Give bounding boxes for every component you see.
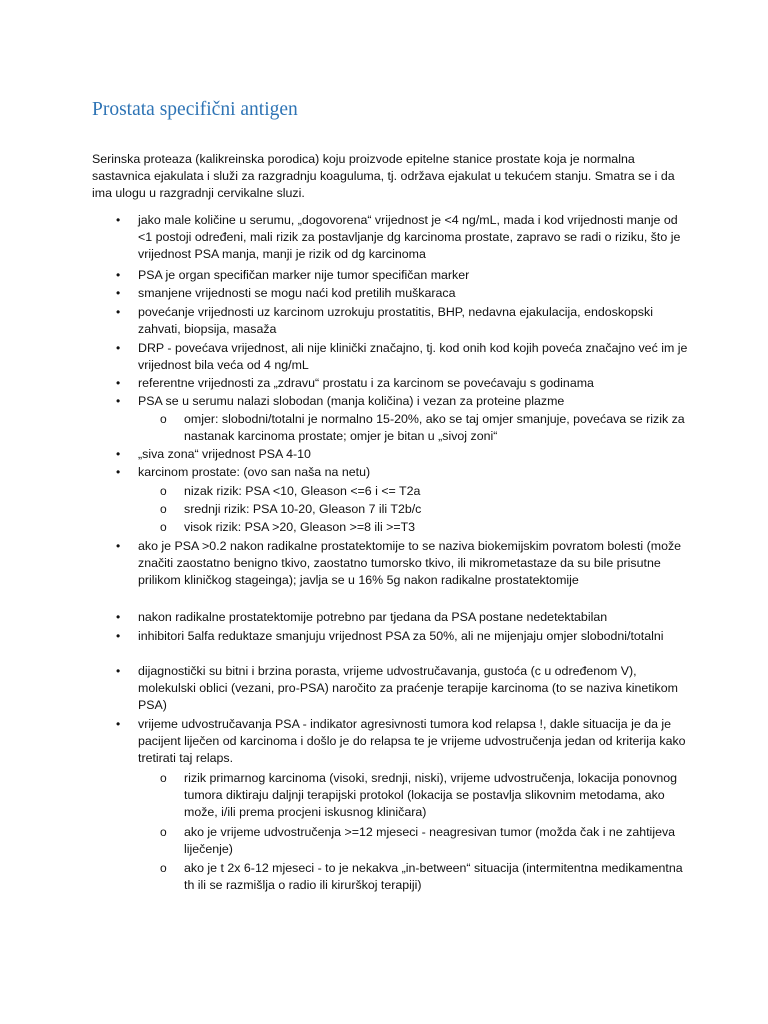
list-subitem: o ako je t 2x 6-12 mjeseci - to je nekakva „in-between“ situacija (intermitentna medikamentna th ili se razmišlja o radio ili kirurškoj terapiji) <box>160 861 683 893</box>
list-subitem: o rizik primarnog karcinoma (visoki, srednji, niski), vrijeme udvostručenja, lokacija ponovnog tumora diktiraju daljnji terapijski protokol (lokacija se postavlja slikovnim metodama, ako može, i/ili prema procjeni iskusnog kliničara) <box>160 771 678 820</box>
list-subitem: o ako je vrijeme udvostručenja >=12 mjeseci - neagresivan tumor (možda čak i ne zahtijeva liječenje) <box>160 825 676 857</box>
list-item: • inhibitori 5alfa reduktaze smanjuju vrijednost PSA za 50%, ali ne mijenjaju omjer slobodni/totalni <box>92 628 692 645</box>
list-item: • povećanje vrijednosti uz karcinom uzrokuju prostatitis, BHP, nedavna ejakulacija, endoskopski zahvati, biopsija, masaža <box>116 305 653 337</box>
intro-paragraph: Serinska proteaza (kalikreinska porodica) koju proizvode epitelne stanice prostate koja je normalna sastavnica ejakulata i služi za razgradnju koaguluma, tj. održava ejakulat u tekućem stanju. Smatra se i da ima ulogu u razgradnji cervikalne sluzi. <box>92 152 675 201</box>
list-item: • „siva zona“ vrijednost PSA 4-10 <box>92 446 692 463</box>
bullet-icon: • <box>116 286 121 300</box>
bullet-icon: • <box>116 629 121 643</box>
list-subitem: o omjer: slobodni/totalni je normalno 15-20%, ako se taj omjer smanjuje, povećava se rizik za nastanak karcinoma prostate; omjer je bitan u „sivoj zoni“ <box>160 412 685 444</box>
list-subitem: o visok rizik: PSA >20, Gleason >=8 ili >=T3 <box>92 519 692 536</box>
bullet-icon: • <box>116 213 121 227</box>
bullet-icon: • <box>116 268 121 282</box>
circle-bullet-icon: o <box>160 771 167 785</box>
bullet-icon: • <box>116 305 121 319</box>
list-item: • smanjene vrijednosti se mogu naći kod pretilih muškaraca <box>92 285 692 302</box>
list-item: • dijagnostički su bitni i brzina porasta, vrijeme udvostručavanja, gustoća (c u određenom V), molekulski oblici (vezani, pro-PSA) naročito za praćenje terapije karcinoma (to se naziva kinetikom PSA) <box>116 664 678 713</box>
list-item: • referentne vrijednosti za „zdravu“ prostatu i za karcinom se povećavaju s godinama <box>92 375 692 392</box>
list-subitem: o nizak rizik: PSA <10, Gleason <=6 i <= T2a <box>92 483 692 500</box>
bullet-icon: • <box>116 465 121 479</box>
bullet-icon: • <box>116 610 121 624</box>
bullet-icon: • <box>116 394 121 408</box>
list-item: • PSA se u serumu nalazi slobodan (manja količina) i vezan za proteine plazme <box>92 393 692 410</box>
list-item: • jako male količine u serumu, „dogovorena“ vrijednost je <4 ng/mL, mada i kod vrijednosti manje od <1 postoji određeni, mali rizik za postavljanje dg karcinoma prostate, zapravo se radi o riziku, što je vrijednost PSA manja, manji je rizik od dg karcinoma <box>116 213 681 262</box>
list-item: • ako je PSA >0.2 nakon radikalne prostatektomije to se naziva biokemijskim povratom bolesti (može značiti zaostatno benigno tkivo, zaostatno tumorsko tkivo, ili mikrometastaze da su bile prisutne prilikom kliničkog stageinga); javlja se u 16% 5g nakon radikalne prostatektomije <box>116 539 682 588</box>
circle-bullet-icon: o <box>160 502 167 516</box>
bullet-icon: • <box>116 664 121 678</box>
list-subitem: o srednji rizik: PSA 10-20, Gleason 7 ili T2b/c <box>92 501 692 518</box>
circle-bullet-icon: o <box>160 412 167 426</box>
bullet-icon: • <box>116 341 121 355</box>
list-item: • vrijeme udvostručavanja PSA - indikator agresivnosti tumora kod relapsa !, dakle situacija je da je pacijent liječen od karcinoma i došlo je do relapsa te je vrijeme udvostručenja jedan od kriterija kako tretirati taj relaps. <box>116 717 686 766</box>
list-item: • nakon radikalne prostatektomije potrebno par tjedana da PSA postane nedetektabilan <box>92 609 692 626</box>
circle-bullet-icon: o <box>160 484 167 498</box>
bullet-icon: • <box>116 717 121 731</box>
circle-bullet-icon: o <box>160 520 167 534</box>
page-title: Prostata specifični antigen <box>92 99 298 120</box>
circle-bullet-icon: o <box>160 825 167 839</box>
list-item: • DRP - povećava vrijednost, ali nije klinički značajno, tj. kod onih kod kojih poveća značajno već im je vrijednost bila veća od 4 ng/mL <box>116 341 688 373</box>
bullet-icon: • <box>116 376 121 390</box>
list-item: • karcinom prostate: (ovo san naša na netu) <box>92 464 692 481</box>
circle-bullet-icon: o <box>160 861 167 875</box>
bullet-icon: • <box>116 539 121 553</box>
list-item: • PSA je organ specifičan marker nije tumor specifičan marker <box>92 267 692 284</box>
bullet-icon: • <box>116 447 121 461</box>
